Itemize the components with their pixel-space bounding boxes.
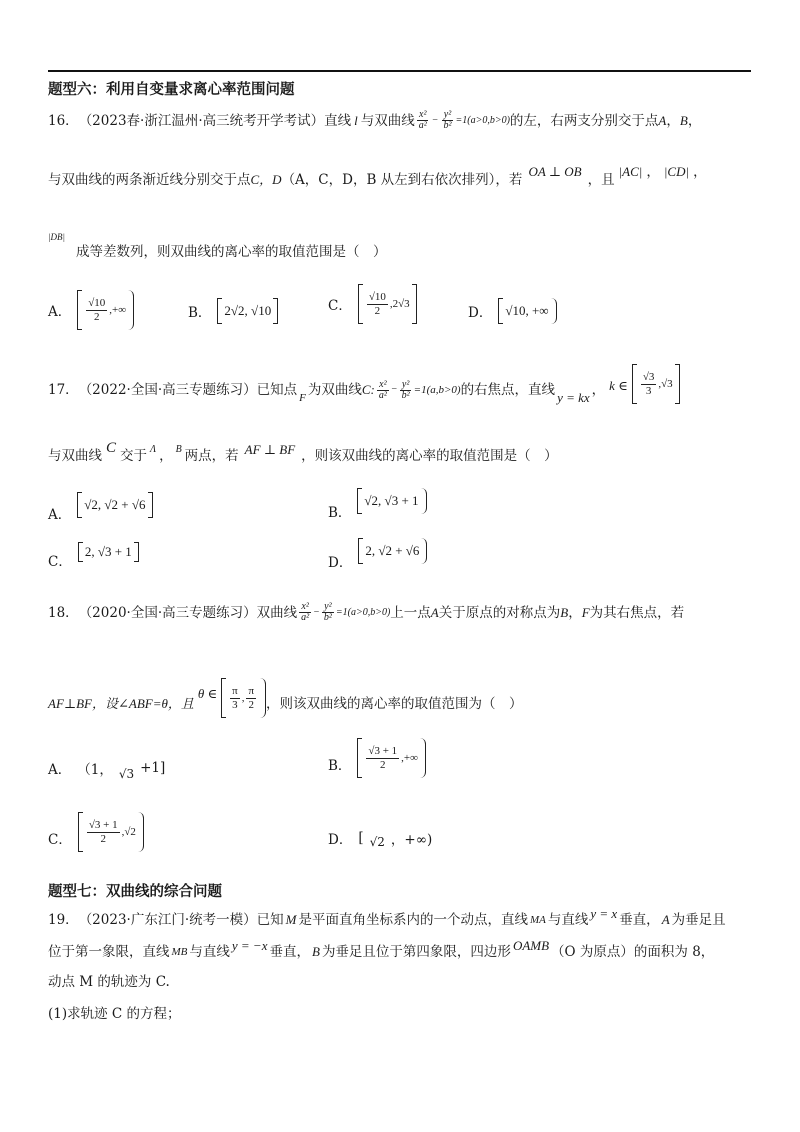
option-c-expr: 2, √3 + 1 <box>78 542 139 562</box>
q18-line-1: 18． （2020·全国·高三专题练习） 双曲线 $\frac{\text{x²}}{\text{a²}}$ − $\frac{\text{y²}}{\text{b²}}$ =1(a>0,b>0) 上一点 A 关于原点的对称点为 B ， F 为其右焦点，若 <box>48 601 685 623</box>
q19-part-1: (1)求轨迹 C 的方程； <box>48 1006 181 1022</box>
option-label: D． <box>328 832 353 848</box>
q16-abs-DB: |DB| <box>48 232 65 242</box>
q18-text: AF⊥BF，设∠ABF=θ，且 <box>48 696 194 711</box>
q18-option-a[interactable] <box>48 758 166 781</box>
q17-eq-rest: =1(a,b>0) <box>413 384 461 396</box>
q19-point-M: M <box>285 912 297 927</box>
q16-text: 与双曲线 <box>360 112 415 129</box>
q16-line-3: 成等差数列，则双曲线的离心率的取值范围是（ ） <box>76 244 387 260</box>
option-a-sqrt: √3 <box>118 767 135 781</box>
q17-text: 已知点 <box>256 382 298 398</box>
q17-source: （2022·全国·高三专题练习） <box>78 382 257 398</box>
q19-text: 垂直， <box>269 944 310 960</box>
q17-curve-C: C <box>361 382 371 397</box>
q17-curve-C: C <box>106 440 117 456</box>
q16-option-c[interactable] <box>328 284 417 324</box>
q19-line-MA: MA <box>529 914 546 926</box>
q16-perp-condition: OA ⊥ OB <box>528 164 582 179</box>
option-a-expr: √2, √2 + √6 <box>77 492 152 518</box>
option-label: A． <box>48 304 72 320</box>
option-d-expr: √10, +∞ <box>498 298 556 324</box>
q19-number: 19． <box>48 912 79 928</box>
option-b-expr: $\frac{√3 + 1}{2}$ ,+∞ <box>357 738 426 778</box>
q16-frac-y: $\frac{\text{y²}}{\text{b²}}$ <box>443 109 452 131</box>
point-A: A <box>658 112 667 128</box>
q16-line-l: l <box>354 112 358 128</box>
option-label: B． <box>188 305 212 321</box>
q17-point-B: B <box>175 444 182 455</box>
point-B: B <box>679 112 688 128</box>
q18-text: 双曲线 <box>256 604 298 621</box>
q18-point-A: A <box>430 604 439 620</box>
q18-option-c[interactable] <box>48 812 144 852</box>
q17-text: 两点，若 <box>184 448 239 464</box>
option-label: B． <box>328 758 352 774</box>
q19-source: （2023·广东江门·统考一模） <box>78 912 257 928</box>
q19-text: 与直线 <box>547 912 589 928</box>
q17-point-A: Λ <box>150 444 157 455</box>
q17-text: 交于 <box>120 448 148 464</box>
option-b-expr: 2√2, √10 <box>217 298 278 324</box>
q19-quad-OAMB: OAMB <box>512 938 550 953</box>
q16-text: 的左，右两支分别交于点 <box>509 112 659 129</box>
q16-option-d[interactable] <box>468 298 557 324</box>
q18-theta-range: θ ∈ <box>197 686 218 701</box>
q19-text: 位于第一象限，直线 <box>48 944 170 960</box>
q19-text: 是平面直角坐标系内的一个动点，直线 <box>298 912 528 928</box>
q18-option-d[interactable] <box>328 828 432 848</box>
q16-eq-rest: =1(a>0,b>0) <box>455 114 510 126</box>
q16-frac-x: $\frac{\text{x²}}{\text{a²}}$ <box>418 109 427 131</box>
q18-theta-interval: $\frac{\pi}{3}$ , $\frac{\pi}{2}$ <box>221 678 266 718</box>
q18-source: （2020·全国·高三专题练习） <box>78 604 257 621</box>
option-label: A． <box>48 507 72 523</box>
q17-option-c[interactable] <box>48 542 139 570</box>
q17-text: ， <box>159 448 173 464</box>
q17-text: ，则该双曲线的离心率的取值范围是（ ） <box>301 448 558 464</box>
q18-text: ，则该双曲线的离心率的取值范围为（ ） <box>266 696 523 712</box>
q17-option-a[interactable] <box>48 492 153 523</box>
q17-line-2 <box>48 440 558 466</box>
option-a-expr: $\frac{√10}{2}$ ,+∞ <box>77 290 134 330</box>
q19-line-1 <box>48 906 726 930</box>
option-label: C． <box>48 832 72 848</box>
q19-text: （O 为原点）的面积为 8， <box>551 944 715 960</box>
q16-number: 16． <box>48 112 79 129</box>
q19-line-2 <box>48 938 715 962</box>
q19-text: 与直线 <box>189 944 230 960</box>
option-label: C． <box>48 554 72 570</box>
q17-text: 的右焦点，直线 <box>460 382 556 398</box>
q17-perp-condition: AF ⊥ BF <box>244 442 296 457</box>
q19-text: 已知 <box>256 912 284 928</box>
q18-eq-rest: =1(a>0,b>0) <box>335 606 391 618</box>
option-b-expr: √2, √3 + 1 <box>357 488 426 514</box>
q16-source: （2023春·浙江温州·高三统考开学考试） <box>78 112 325 129</box>
q16-option-b[interactable] <box>188 298 278 324</box>
q19-eq-ymx: y = −x <box>231 938 268 953</box>
option-label: C． <box>328 298 352 314</box>
q17-number: 17． <box>48 382 79 398</box>
q19-point-A: A <box>661 912 670 927</box>
option-label: D． <box>468 305 493 321</box>
option-label: D． <box>328 555 353 571</box>
q18-text: 为其右焦点，若 <box>589 604 685 621</box>
q17-point-F: F <box>299 392 306 404</box>
q18-frac-x: $\frac{\text{x²}}{\text{a²}}$ <box>301 601 310 623</box>
q16-option-a[interactable] <box>48 290 134 330</box>
option-label: A． <box>48 762 72 778</box>
q16-text: 直线 <box>324 112 352 129</box>
q19-eq-yx: y = x <box>590 906 618 921</box>
section-heading-7: 题型七：双曲线的综合问题 <box>48 884 222 900</box>
option-a-tail: +1] <box>140 760 166 776</box>
option-d-expr: 2, √2 + √6 <box>358 538 427 564</box>
q16-text: 与双曲线的两条渐近线分别交于点 <box>48 172 251 188</box>
q18-number: 18． <box>48 604 79 621</box>
q17-k-range: k ∈ <box>609 378 628 393</box>
q18-option-b[interactable] <box>328 738 426 778</box>
q19-line-MB: MB <box>171 946 188 958</box>
q18-text: 上一点 <box>390 604 431 621</box>
q16-abs-DB-line <box>48 226 65 247</box>
q18-point-B: B <box>560 604 569 620</box>
q17-line-eq: y = kx <box>557 390 590 405</box>
q17-option-d[interactable] <box>328 538 427 571</box>
q18-point-F: F <box>581 604 590 620</box>
option-d-tail: ，+∞) <box>390 832 433 848</box>
q16-abs-AC: |AC| <box>618 164 643 179</box>
option-c-expr: $\frac{√10}{2}$ ,2√3 <box>358 284 417 324</box>
q17-option-b[interactable] <box>328 488 427 521</box>
q17-line-1: 17． （2022·全国·高三专题练习） 已知点 F 为双曲线 C : $\frac{\text{x²}}{\text{a²}}$ − $\frac{\text{y²}}{\text{b²}}$ =1(a,b>0) 的右焦点，直线 y = kx ， k ∈ $\frac{√3}{3}$ ,√3 <box>48 370 680 410</box>
q19-point-B: B <box>311 944 320 959</box>
q19-text: 垂直， <box>619 912 660 928</box>
q16-abs-CD: |CD| <box>663 164 690 179</box>
q18-line-2 <box>48 684 523 724</box>
q16-text: （A，C，D，B 从左到右依次排列），若 <box>281 172 523 188</box>
q18-text: 关于原点的对称点为 <box>438 604 561 621</box>
section-heading-6: 题型六：利用自变量求离心率范围问题 <box>48 82 295 98</box>
q16-points-CD: C，D <box>250 172 282 187</box>
q17-text: 与双曲线 <box>48 448 102 464</box>
q17-frac-x: $\frac{\text{x²}}{\text{a²}}$ <box>378 378 387 401</box>
option-c-expr: $\frac{√3 + 1}{2}$ ,√2 <box>78 812 144 852</box>
q16-text: ，且 <box>587 172 615 188</box>
q19-text: 为垂足且位于第四象限，四边形 <box>321 944 511 960</box>
q17-text: 为双曲线 <box>307 382 362 398</box>
option-d-open: [ <box>358 830 364 846</box>
q16-line-2: 与双曲线的两条渐近线分别交于点 C，D （A，C，D，B 从左到右依次排列），若 OA ⊥ OB ，且 |AC| ， |CD| ， <box>48 164 707 188</box>
q17-frac-y: $\frac{\text{y²}}{\text{b²}}$ <box>401 378 410 401</box>
q17-k-interval: $\frac{√3}{3}$ ,√3 <box>632 364 680 404</box>
q18-frac-y: $\frac{\text{y²}}{\text{b²}}$ <box>323 601 332 623</box>
option-d-sqrt: √2 <box>369 835 385 849</box>
q19-line-3: 动点 M 的轨迹为 C. <box>48 974 170 990</box>
q19-text: 为垂足且 <box>671 912 726 928</box>
top-rule <box>48 70 751 72</box>
option-a-open: （1， <box>77 762 113 778</box>
option-label: B． <box>328 505 352 521</box>
q16-line-1: 16． （2023春·浙江温州·高三统考开学考试） 直线 l 与双曲线 $\frac{\text{x²}}{\text{a²}}$ − $\frac{\text{y²}}{\text{b²}}$ =1(a>0,b>0) 的左，右两支分别交于点 A ， B ， <box>48 109 702 131</box>
